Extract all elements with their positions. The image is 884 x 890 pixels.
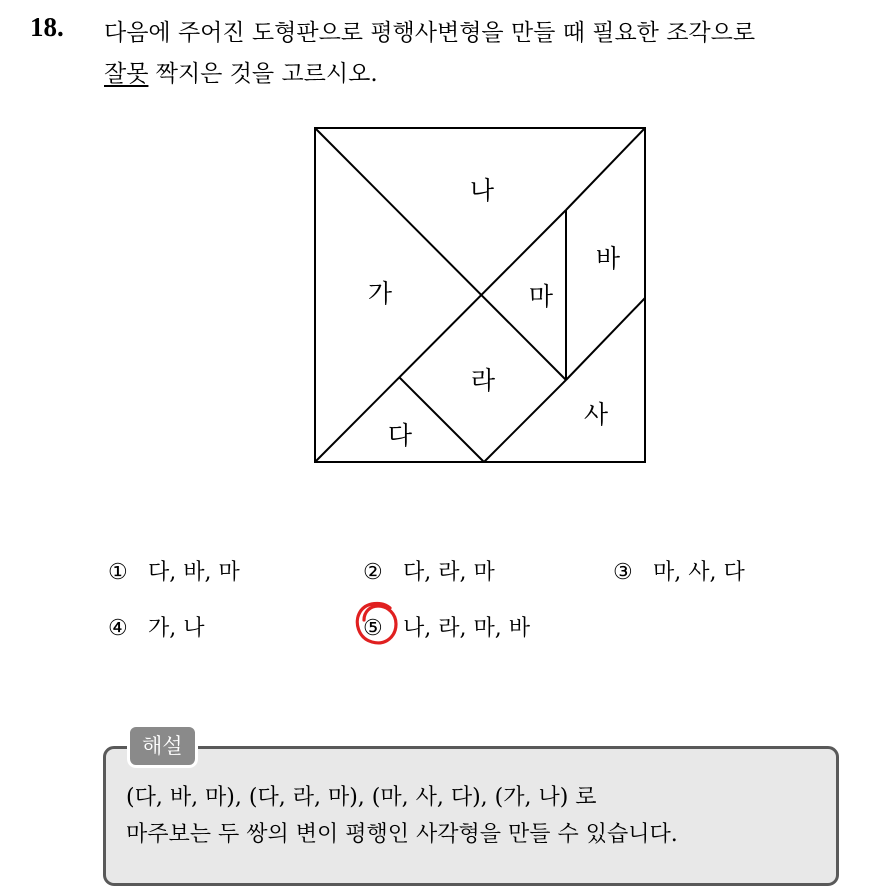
explanation-box — [103, 746, 839, 886]
piece-label-sa: 사 — [583, 400, 609, 429]
explanation-badge: 해설 — [127, 724, 198, 768]
choice-3[interactable] — [613, 555, 745, 586]
choice-2[interactable] — [363, 555, 495, 586]
piece-label-ga: 가 — [367, 279, 393, 308]
choice-text: 다, 라, 마 — [403, 560, 495, 585]
choice-1[interactable] — [108, 555, 240, 586]
piece-label-ma: 마 — [528, 282, 554, 311]
tangram-line — [484, 380, 566, 462]
choice-number: ④ — [108, 616, 128, 641]
piece-label-ra: 라 — [470, 366, 496, 395]
explanation-line2: 마주보는 두 쌍의 변이 평행인 사각형을 만들 수 있습니다. — [126, 822, 678, 847]
choice-text: 나, 라, 마, 바 — [403, 616, 530, 641]
tangram-line — [315, 210, 566, 462]
choice-text: 가, 나 — [148, 616, 205, 641]
choice-number: ② — [363, 560, 383, 585]
tangram-line — [566, 298, 645, 380]
question-number: 18. — [30, 12, 64, 42]
tangram-line — [566, 128, 645, 210]
question-text-line1: 다음에 주어진 도형판으로 평행사변형을 만들 때 필요한 조각으로 — [104, 20, 756, 46]
answer-circle-mark — [352, 598, 402, 648]
choice-4[interactable] — [108, 611, 205, 642]
question-text-rest: 짝지은 것을 고르시오. — [148, 61, 378, 87]
underlined-word: 잘못 — [104, 61, 149, 87]
piece-label-da: 다 — [387, 421, 413, 450]
choice-text: 마, 사, 다 — [653, 560, 745, 585]
choice-text: 다, 바, 마 — [148, 560, 240, 585]
tangram-line — [315, 128, 566, 380]
choice-number: ① — [108, 560, 128, 585]
explanation-line1: (다, 바, 마), (다, 라, 마), (마, 사, 다), (가, 나) 로 — [126, 785, 597, 810]
piece-label-na: 나 — [469, 176, 495, 205]
choice-number: ③ — [613, 560, 633, 585]
piece-label-ba: 바 — [595, 244, 621, 273]
choice-number: ⑤ — [363, 616, 383, 641]
